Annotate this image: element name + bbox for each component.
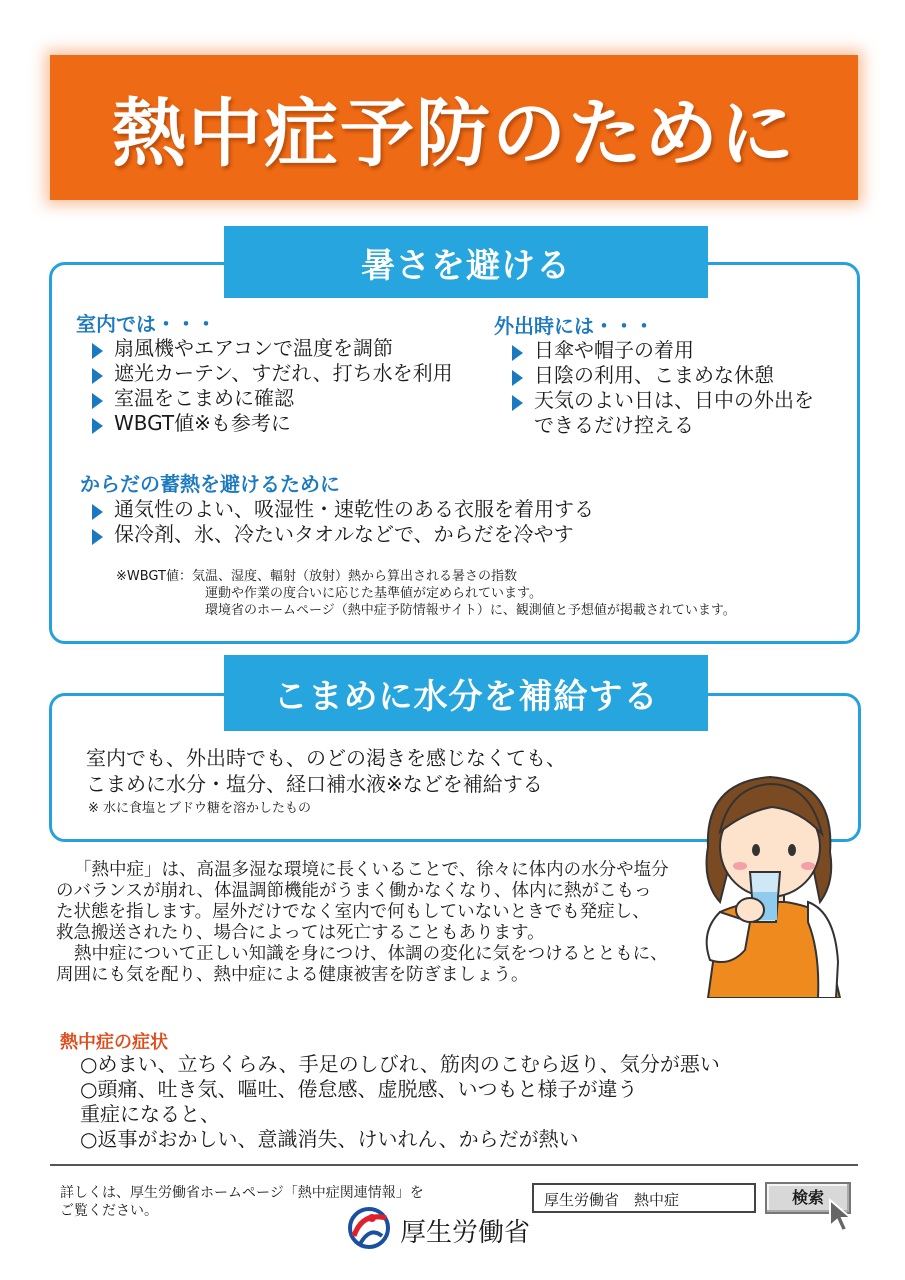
- section-hydration-header: [224, 655, 708, 731]
- hydration-note: ※ 水に食塩とブドウ糖を溶かしたもの: [88, 801, 312, 816]
- woman-drinking-illustration: [690, 762, 850, 998]
- outdoor-heading: 外出時には・・・: [494, 314, 654, 338]
- search-input[interactable]: 厚生労働省 熱中症: [532, 1183, 756, 1213]
- list-item: 通気性のよい、吸湿性・速乾性のある衣服を着用する: [92, 497, 594, 522]
- section-avoid-heat-title: 暑さを避ける: [361, 245, 571, 286]
- indoor-list: [92, 336, 453, 436]
- search-button[interactable]: 検索: [765, 1182, 851, 1214]
- ministry-name: 厚生労働省: [400, 1218, 531, 1248]
- footer-divider: [50, 1164, 858, 1166]
- symptom-line: ○頭痛、吐き気、嘔吐、倦怠感、虚脱感、いつもと様子が違う: [80, 1077, 638, 1101]
- list-item: WBGT値※も参考に: [92, 411, 453, 436]
- indoor-heading: 室内では・・・: [76, 312, 216, 336]
- list-item: 保冷剤、氷、冷たいタオルなどで、からだを冷やす: [92, 522, 594, 547]
- triangle-bullet-icon: [92, 368, 103, 384]
- section-avoid-heat-header: [224, 226, 708, 298]
- triangle-bullet-icon: [92, 504, 103, 520]
- outdoor-list: [512, 338, 814, 438]
- list-item: 日傘や帽子の着用: [512, 338, 814, 363]
- page-title: 熱中症予防のために: [112, 90, 796, 177]
- list-item: 扇風機やエアコンで温度を調節: [92, 336, 453, 361]
- symptom-line: 重症になると、: [80, 1102, 220, 1126]
- triangle-bullet-icon: [92, 529, 103, 545]
- triangle-bullet-icon: [512, 395, 523, 411]
- wbgt-note: ※WBGT値：気温、湿度、輻射（放射）熱から算出される暑さの指数 運動や作業の度合いに応じた基準値が定められています。 環境省のホームページ（熱中症予防情報サイト）に、観測値と予想値が掲載されています。: [116, 569, 736, 618]
- symptom-line: ○めまい、立ちくらみ、手足のしびれ、筋肉のこむら返り、気分が悪い: [80, 1052, 720, 1076]
- triangle-bullet-icon: [92, 418, 103, 434]
- triangle-bullet-icon: [512, 345, 523, 361]
- title-banner: [50, 55, 858, 200]
- list-item: 遮光カーテン、すだれ、打ち水を利用: [92, 361, 453, 386]
- body-heat-list: [92, 497, 594, 547]
- body-heat-heading: からだの蓄熱を避けるために: [80, 472, 340, 496]
- triangle-bullet-icon: [92, 393, 103, 409]
- triangle-bullet-icon: [92, 343, 103, 359]
- symptoms-heading: 熱中症の症状: [60, 1032, 168, 1053]
- hydration-text: 室内でも、外出時でも、のどの渇きを感じなくても、 こまめに水分・塩分、経口補水液※などを補給する: [86, 746, 566, 796]
- section-hydration-title: こまめに水分を補給する: [273, 676, 659, 717]
- symptom-line: ○返事がおかしい、意識消失、けいれん、からだが熱い: [80, 1127, 579, 1151]
- symptoms-list: [80, 1052, 720, 1152]
- footer-info: 詳しくは、厚生労働省ホームページ「熱中症関連情報」を ご覧ください。: [60, 1185, 424, 1219]
- ministry-logo-icon: [348, 1206, 390, 1250]
- list-item: 天気のよい日は、日中の外出を できるだけ控える: [512, 388, 814, 438]
- mouse-cursor-icon: [826, 1196, 856, 1236]
- triangle-bullet-icon: [512, 370, 523, 386]
- heatstroke-description: 「熱中症」は、高温多湿な環境に長くいることで、徐々に体内の水分や塩分 のバランスが崩れ、体温調節機能がうまく働かなくなり、体内に熱がこもっ た状態を指します。屋外だけでなく室内で何もしていないときでも発症し、 救急搬送されたり、場合によっては死亡することもあります。 熱中症について正しい知識を身につけ、体調の変化に気をつけるとともに、 周囲にも気を配り、熱中症による健康被害を防ぎましょう。: [56, 860, 669, 985]
- list-item: 室温をこまめに確認: [92, 386, 453, 411]
- list-item: 日陰の利用、こまめな休憩: [512, 363, 814, 388]
